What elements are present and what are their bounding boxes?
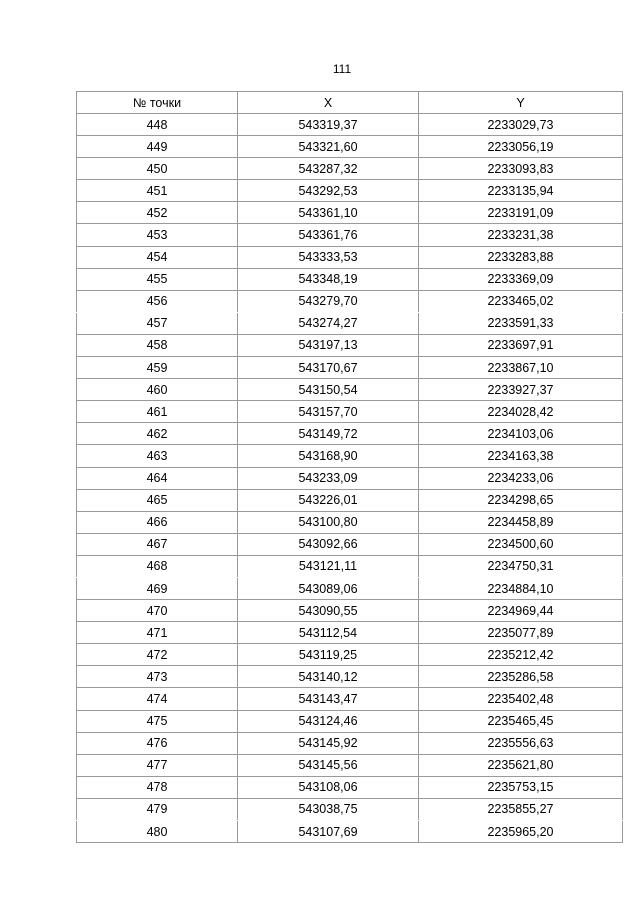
cell-point-number: 460 <box>77 379 238 401</box>
table-row <box>77 555 623 577</box>
table-row <box>77 379 623 401</box>
header-point-number: № точки <box>77 92 238 114</box>
cell-y: 2235286,58 <box>419 666 623 688</box>
cell-x: 543321,60 <box>238 136 419 158</box>
cell-point-number: 450 <box>77 158 238 180</box>
cell-x: 543149,72 <box>238 423 419 445</box>
cell-x: 543092,66 <box>238 533 419 555</box>
cell-x: 543157,70 <box>238 401 419 423</box>
table-row <box>77 511 623 533</box>
table-row <box>77 798 623 820</box>
table-row <box>77 136 623 158</box>
cell-x: 543107,69 <box>238 821 419 843</box>
cell-x: 543150,54 <box>238 379 419 401</box>
cell-point-number: 477 <box>77 754 238 776</box>
table-row <box>77 357 623 379</box>
cell-point-number: 464 <box>77 467 238 489</box>
table-row <box>77 600 623 622</box>
cell-y: 2233591,33 <box>419 312 623 334</box>
table-row <box>77 114 623 136</box>
cell-point-number: 472 <box>77 644 238 666</box>
cell-y: 2235402,48 <box>419 688 623 710</box>
cell-x: 543348,19 <box>238 268 419 290</box>
cell-y: 2235621,80 <box>419 754 623 776</box>
cell-x: 543279,70 <box>238 290 419 312</box>
cell-y: 2235077,89 <box>419 622 623 644</box>
cell-y: 2233697,91 <box>419 334 623 356</box>
page-number: 111 <box>332 62 352 76</box>
table-body <box>77 114 623 843</box>
cell-point-number: 453 <box>77 224 238 246</box>
table-row <box>77 467 623 489</box>
table-row <box>77 489 623 511</box>
cell-x: 543333,53 <box>238 246 419 268</box>
cell-y: 2234233,06 <box>419 467 623 489</box>
cell-y: 2233093,83 <box>419 158 623 180</box>
cell-point-number: 455 <box>77 268 238 290</box>
cell-y: 2233231,38 <box>419 224 623 246</box>
table-row <box>77 732 623 754</box>
cell-x: 543108,06 <box>238 776 419 798</box>
cell-x: 543121,11 <box>238 555 419 577</box>
cell-y: 2235965,20 <box>419 821 623 843</box>
cell-y: 2233056,19 <box>419 136 623 158</box>
cell-x: 543274,27 <box>238 312 419 334</box>
cell-x: 543140,12 <box>238 666 419 688</box>
table-row <box>77 577 623 599</box>
table-row <box>77 776 623 798</box>
cell-point-number: 479 <box>77 798 238 820</box>
cell-x: 543233,09 <box>238 467 419 489</box>
cell-point-number: 478 <box>77 776 238 798</box>
table-row <box>77 754 623 776</box>
cell-y: 2235855,27 <box>419 798 623 820</box>
table-row <box>77 710 623 732</box>
cell-x: 543100,80 <box>238 511 419 533</box>
cell-y: 2233927,37 <box>419 379 623 401</box>
cell-x: 543319,37 <box>238 114 419 136</box>
table-row <box>77 423 623 445</box>
cell-point-number: 474 <box>77 688 238 710</box>
cell-y: 2233191,09 <box>419 202 623 224</box>
cell-point-number: 471 <box>77 622 238 644</box>
cell-point-number: 466 <box>77 511 238 533</box>
cell-point-number: 457 <box>77 312 238 334</box>
cell-point-number: 468 <box>77 555 238 577</box>
cell-x: 543197,13 <box>238 334 419 356</box>
cell-x: 543090,55 <box>238 600 419 622</box>
cell-x: 543287,32 <box>238 158 419 180</box>
cell-x: 543361,76 <box>238 224 419 246</box>
cell-x: 543143,47 <box>238 688 419 710</box>
table-row <box>77 644 623 666</box>
table-row <box>77 180 623 202</box>
cell-y: 2235753,15 <box>419 776 623 798</box>
cell-point-number: 462 <box>77 423 238 445</box>
cell-point-number: 461 <box>77 401 238 423</box>
table-row <box>77 290 623 312</box>
cell-x: 543226,01 <box>238 489 419 511</box>
table-row <box>77 401 623 423</box>
table-row <box>77 268 623 290</box>
cell-x: 543292,53 <box>238 180 419 202</box>
cell-point-number: 469 <box>77 577 238 599</box>
cell-point-number: 465 <box>77 489 238 511</box>
cell-y: 2234458,89 <box>419 511 623 533</box>
cell-point-number: 454 <box>77 246 238 268</box>
cell-y: 2234500,60 <box>419 533 623 555</box>
table-row <box>77 224 623 246</box>
cell-point-number: 475 <box>77 710 238 732</box>
cell-point-number: 467 <box>77 533 238 555</box>
table-row <box>77 246 623 268</box>
table-row <box>77 821 623 843</box>
table-row <box>77 445 623 467</box>
table-row <box>77 202 623 224</box>
cell-point-number: 473 <box>77 666 238 688</box>
cell-x: 543145,56 <box>238 754 419 776</box>
cell-y: 2233465,02 <box>419 290 623 312</box>
cell-y: 2234884,10 <box>419 577 623 599</box>
cell-y: 2235556,63 <box>419 732 623 754</box>
cell-y: 2233283,88 <box>419 246 623 268</box>
cell-point-number: 456 <box>77 290 238 312</box>
table-row <box>77 533 623 555</box>
cell-y: 2233029,73 <box>419 114 623 136</box>
cell-point-number: 463 <box>77 445 238 467</box>
cell-point-number: 448 <box>77 114 238 136</box>
header-x: X <box>238 92 419 114</box>
cell-x: 543168,90 <box>238 445 419 467</box>
cell-x: 543112,54 <box>238 622 419 644</box>
cell-point-number: 480 <box>77 821 238 843</box>
cell-y: 2234163,38 <box>419 445 623 467</box>
cell-point-number: 459 <box>77 357 238 379</box>
table-row <box>77 622 623 644</box>
cell-y: 2234969,44 <box>419 600 623 622</box>
cell-y: 2233369,09 <box>419 268 623 290</box>
cell-point-number: 476 <box>77 732 238 754</box>
cell-point-number: 451 <box>77 180 238 202</box>
cell-y: 2233135,94 <box>419 180 623 202</box>
cell-y: 2234750,31 <box>419 555 623 577</box>
cell-point-number: 458 <box>77 334 238 356</box>
cell-point-number: 452 <box>77 202 238 224</box>
cell-x: 543170,67 <box>238 357 419 379</box>
table-row <box>77 158 623 180</box>
table-row <box>77 312 623 334</box>
cell-point-number: 470 <box>77 600 238 622</box>
cell-x: 543089,06 <box>238 577 419 599</box>
cell-y: 2233867,10 <box>419 357 623 379</box>
cell-x: 543119,25 <box>238 644 419 666</box>
header-y: Y <box>419 92 623 114</box>
cell-y: 2234028,42 <box>419 401 623 423</box>
cell-y: 2234103,06 <box>419 423 623 445</box>
table-row <box>77 666 623 688</box>
coordinates-table <box>76 91 623 843</box>
table-header-row <box>77 92 623 114</box>
cell-x: 543038,75 <box>238 798 419 820</box>
table-row <box>77 334 623 356</box>
cell-x: 543361,10 <box>238 202 419 224</box>
cell-y: 2235212,42 <box>419 644 623 666</box>
cell-y: 2235465,45 <box>419 710 623 732</box>
cell-x: 543145,92 <box>238 732 419 754</box>
cell-point-number: 449 <box>77 136 238 158</box>
table-row <box>77 688 623 710</box>
cell-y: 2234298,65 <box>419 489 623 511</box>
cell-x: 543124,46 <box>238 710 419 732</box>
